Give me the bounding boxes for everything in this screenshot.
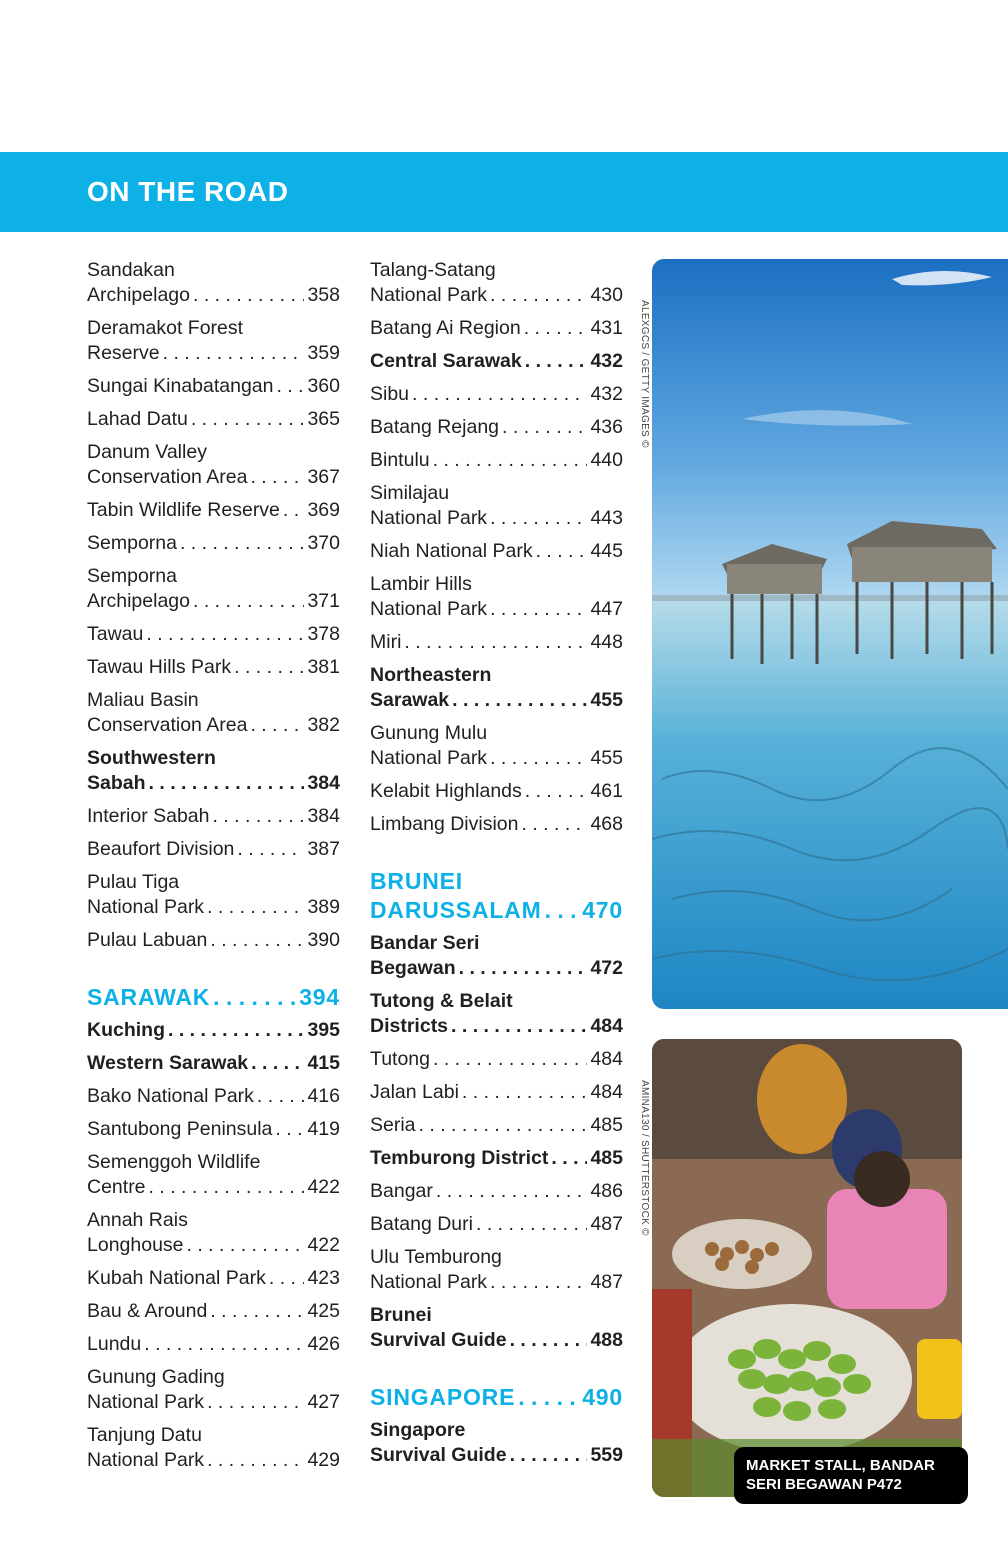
- toc-entry-label: Kuching: [87, 1019, 165, 1041]
- toc-entry[interactable]: [87, 1117, 340, 1142]
- toc-entry[interactable]: [370, 1418, 623, 1468]
- page-number: 431: [590, 317, 623, 339]
- toc-entry[interactable]: [87, 1150, 340, 1200]
- toc-entry-label: Lahad Datu: [87, 408, 188, 430]
- toc-entry-title-line: Bandar Seri: [370, 932, 480, 954]
- leader-dots: [149, 1175, 305, 1200]
- toc-entry-label: Bangar: [370, 1180, 433, 1202]
- page-number: 425: [307, 1300, 340, 1322]
- leader-dots: [419, 1113, 588, 1138]
- toc-entry[interactable]: [370, 448, 623, 473]
- leader-dots: [234, 655, 304, 680]
- toc-entry-label: Sungai Kinabatangan: [87, 375, 274, 397]
- leader-dots: [476, 1212, 587, 1237]
- page-number: 485: [590, 1147, 623, 1169]
- toc-group: [87, 1018, 340, 1473]
- page-number: 369: [307, 499, 340, 521]
- page-number: 358: [307, 284, 340, 306]
- toc-entry[interactable]: [370, 630, 623, 655]
- toc-entry-label: Batang Duri: [370, 1213, 473, 1235]
- photo-credit: ALEXGCS / GETTY IMAGES ©: [639, 300, 650, 448]
- toc-entry-label: Pulau Labuan: [87, 929, 208, 951]
- toc-entry-label: Bintulu: [370, 449, 430, 471]
- page-number: 486: [590, 1180, 623, 1202]
- toc-entry-title-line: Ulu Temburong: [370, 1246, 502, 1268]
- page-number: 416: [307, 1085, 340, 1107]
- page-number: 427: [307, 1391, 340, 1413]
- toc-entry-label: Tawau: [87, 623, 144, 645]
- leader-dots: [490, 1270, 587, 1295]
- toc-entry[interactable]: [370, 931, 623, 981]
- toc-entry-label: Limbang Division: [370, 813, 519, 835]
- toc-entry-title-line: Talang-Satang: [370, 259, 496, 281]
- toc-entry-title-line: Brunei: [370, 1304, 432, 1326]
- photo-credit: AMINA130 / SHUTTERSTOCK ©: [639, 1080, 650, 1236]
- toc-entry[interactable]: [370, 812, 623, 837]
- leader-dots: [187, 1233, 305, 1258]
- leader-dots: [490, 597, 587, 622]
- leader-dots: [412, 382, 587, 407]
- toc-entry[interactable]: [87, 688, 340, 738]
- toc-entry-label: Miri: [370, 631, 402, 653]
- leader-dots: [237, 837, 304, 862]
- leader-dots: [250, 713, 304, 738]
- toc-entry-label: Bako National Park: [87, 1085, 254, 1107]
- toc-entry-label: Kelabit Highlands: [370, 780, 522, 802]
- toc-entry-label: Semporna: [87, 532, 177, 554]
- toc-entry[interactable]: [370, 258, 623, 308]
- leader-dots: [436, 1179, 588, 1204]
- toc-entry-label: National Park: [370, 747, 488, 769]
- section-banner: [0, 152, 1008, 232]
- leader-dots: [144, 1332, 304, 1357]
- toc-column-2: [370, 258, 623, 1476]
- toc-entry[interactable]: [87, 1051, 340, 1076]
- page-number: 484: [590, 1015, 623, 1037]
- page-title: ON THE ROAD: [87, 176, 289, 207]
- leader-dots: [490, 283, 587, 308]
- page-number: 487: [590, 1213, 623, 1235]
- page-number: 360: [307, 375, 340, 397]
- page-number: 370: [307, 532, 340, 554]
- toc-group: [370, 258, 623, 837]
- page-number: 461: [590, 780, 623, 802]
- toc-entry-label: Niah National Park: [370, 540, 533, 562]
- toc-entry-title-line: Annah Rais: [87, 1209, 188, 1231]
- section-heading-brunei[interactable]: BRUNEI DARUSSALAM . . . 470: [370, 867, 623, 925]
- toc-entry-label: National Park: [370, 284, 488, 306]
- page-number: 389: [307, 896, 340, 918]
- toc-entry[interactable]: [87, 1208, 340, 1258]
- page-number: 419: [307, 1118, 340, 1140]
- toc-entry[interactable]: [87, 837, 340, 862]
- toc-entry[interactable]: [370, 481, 623, 531]
- market-stall-illustration: [652, 1039, 962, 1497]
- toc-entry-label: Centre: [87, 1176, 146, 1198]
- leader-dots: [207, 895, 304, 920]
- page-number: 384: [307, 805, 340, 827]
- toc-entry-title-line: Pulau Tiga: [87, 871, 180, 893]
- leader-dots: [525, 349, 588, 374]
- toc-entry[interactable]: [370, 1303, 623, 1353]
- page-number: 390: [307, 929, 340, 951]
- leader-dots: [510, 1443, 588, 1468]
- leader-dots: [250, 465, 304, 490]
- toc-entry-label: Central Sarawak: [370, 350, 522, 372]
- page-number: 426: [307, 1333, 340, 1355]
- toc-entry-label: Interior Sabah: [87, 805, 210, 827]
- toc-entry-label: Western Sarawak: [87, 1052, 249, 1074]
- page-number: 468: [590, 813, 623, 835]
- toc-entry[interactable]: [87, 746, 340, 796]
- toc-entry-title-line: Deramakot Forest: [87, 317, 244, 339]
- leader-dots: [149, 771, 305, 796]
- leader-dots: [251, 1051, 304, 1076]
- toc-entry[interactable]: [370, 572, 623, 622]
- leader-dots: [451, 1014, 587, 1039]
- leader-dots: [524, 316, 588, 341]
- toc-entry[interactable]: [87, 655, 340, 680]
- page-number: 559: [590, 1444, 623, 1466]
- toc-entry-label: Tawau Hills Park: [87, 656, 232, 678]
- leader-dots: [510, 1328, 588, 1353]
- toc-entry[interactable]: [87, 440, 340, 490]
- leader-dots: [522, 812, 588, 837]
- toc-entry-label: Tabin Wildlife Reserve: [87, 499, 280, 521]
- page-number: 378: [307, 623, 340, 645]
- toc-entry-title-line: Lambir Hills: [370, 573, 472, 595]
- market-stall-photo: [652, 1039, 962, 1497]
- toc-entry-title-line: Tutong & Belait: [370, 990, 513, 1012]
- toc-column-1: [87, 258, 340, 1481]
- leader-dots: [210, 928, 304, 953]
- photo-caption: MARKET STALL, BANDAR SERI BEGAWAN P472: [734, 1447, 968, 1504]
- page-number: 484: [590, 1048, 623, 1070]
- leader-dots: [551, 1146, 587, 1171]
- toc-entry-title-line: Gunung Gading: [87, 1366, 225, 1388]
- toc-entry-title-line: Southwestern: [87, 747, 216, 769]
- toc-entry[interactable]: [370, 779, 623, 804]
- toc-entry[interactable]: [370, 1146, 623, 1171]
- toc-entry-label: Lundu: [87, 1333, 142, 1355]
- leader-dots: [433, 1047, 587, 1072]
- page-number: 488: [590, 1329, 623, 1351]
- toc-entry[interactable]: [370, 1047, 623, 1072]
- toc-entry[interactable]: [370, 1245, 623, 1295]
- page-number: 443: [590, 507, 623, 529]
- page-number: 487: [590, 1271, 623, 1293]
- toc-entry[interactable]: [370, 663, 623, 713]
- toc-entry-label: Reserve: [87, 342, 160, 364]
- leader-dots: [404, 630, 587, 655]
- toc-entry[interactable]: [87, 1018, 340, 1043]
- toc-entry[interactable]: [370, 721, 623, 771]
- leader-dots: [180, 531, 304, 556]
- toc-entry-label: Santubong Peninsula: [87, 1118, 273, 1140]
- page-number: 371: [307, 590, 340, 612]
- toc-entry-title-line: Similajau: [370, 482, 450, 504]
- leader-dots: [207, 1448, 304, 1473]
- toc-entry[interactable]: [87, 622, 340, 647]
- leader-dots: [146, 622, 304, 647]
- leader-dots: [193, 283, 304, 308]
- page-number: 485: [590, 1114, 623, 1136]
- toc-entry-label: National Park: [370, 1271, 488, 1293]
- toc-entry[interactable]: [87, 804, 340, 829]
- leader-dots: [433, 448, 588, 473]
- toc-entry-label: National Park: [87, 1449, 205, 1471]
- page-number: 395: [307, 1019, 340, 1041]
- toc-entry-label: Batang Rejang: [370, 416, 500, 438]
- toc-entry[interactable]: [87, 564, 340, 614]
- toc-entry[interactable]: [370, 1179, 623, 1204]
- toc-entry-label: Survival Guide: [370, 1444, 507, 1466]
- page-number: 382: [307, 714, 340, 736]
- toc-entry-label: Sibu: [370, 383, 410, 405]
- toc-entry-label: Bau & Around: [87, 1300, 208, 1322]
- page-number: 472: [590, 957, 623, 979]
- toc-entry[interactable]: [87, 1299, 340, 1324]
- toc-entry-title-line: Singapore: [370, 1419, 466, 1441]
- section-heading-singapore[interactable]: SINGAPORE . . . 490: [370, 1383, 623, 1412]
- leader-dots: [275, 1117, 304, 1142]
- toc-entry-label: Begawan: [370, 957, 456, 979]
- leader-dots: [191, 407, 305, 432]
- toc-entry[interactable]: [370, 1113, 623, 1138]
- toc-entry-label: Conservation Area: [87, 714, 248, 736]
- toc-entry[interactable]: [87, 1266, 340, 1291]
- page-number: 455: [590, 747, 623, 769]
- toc-entry-label: Beaufort Division: [87, 838, 235, 860]
- leader-dots: [452, 688, 587, 713]
- toc-entry-title-line: Semenggoh Wildlife: [87, 1151, 261, 1173]
- leader-dots: [490, 506, 587, 531]
- toc-entry-label: Tutong: [370, 1048, 430, 1070]
- toc-entry[interactable]: [370, 989, 623, 1039]
- leader-dots: [168, 1018, 304, 1043]
- toc-entry-label: Districts: [370, 1015, 449, 1037]
- page-number: 422: [307, 1234, 340, 1256]
- leader-dots: [490, 746, 587, 771]
- toc-entry[interactable]: [87, 1365, 340, 1415]
- toc-entry[interactable]: [87, 1332, 340, 1357]
- toc-entry-label: Longhouse: [87, 1234, 184, 1256]
- page-number: 432: [590, 350, 623, 372]
- page-number: 384: [307, 772, 340, 794]
- leader-dots: [269, 1266, 305, 1291]
- toc-entry-label: Jalan Labi: [370, 1081, 459, 1103]
- page-number: 381: [307, 656, 340, 678]
- page-number: 367: [307, 466, 340, 488]
- page-number: 432: [590, 383, 623, 405]
- toc-entry[interactable]: [87, 870, 340, 920]
- toc-entry[interactable]: [87, 928, 340, 953]
- toc-entry-title-line: Sandakan: [87, 259, 175, 281]
- toc-entry[interactable]: [370, 415, 623, 440]
- toc-entry-label: National Park: [370, 598, 488, 620]
- leader-dots: [525, 779, 588, 804]
- toc-group: [370, 1418, 623, 1468]
- leader-dots: [163, 341, 305, 366]
- page-number: 430: [590, 284, 623, 306]
- toc-group: [370, 931, 623, 1353]
- toc-entry-label: Survival Guide: [370, 1329, 507, 1351]
- page-number: 359: [307, 342, 340, 364]
- toc-entry[interactable]: [370, 382, 623, 407]
- toc-entry-title-line: Northeastern: [370, 664, 492, 686]
- leader-dots: [462, 1080, 588, 1105]
- toc-entry-title-line: Danum Valley: [87, 441, 207, 463]
- toc-entry[interactable]: [370, 316, 623, 341]
- page-number: 448: [590, 631, 623, 653]
- toc-entry-label: National Park: [370, 507, 488, 529]
- page-number: 415: [307, 1052, 340, 1074]
- toc-entry-title-line: Maliau Basin: [87, 689, 199, 711]
- leader-dots: [283, 498, 305, 523]
- toc-entry[interactable]: [370, 1080, 623, 1105]
- leader-dots: [277, 374, 305, 399]
- toc-entry-label: Archipelago: [87, 284, 190, 306]
- toc-entry-label: Temburong District: [370, 1147, 549, 1169]
- leader-dots: [257, 1084, 305, 1109]
- toc-entry[interactable]: [370, 1212, 623, 1237]
- page-number: 440: [590, 449, 623, 471]
- toc-entry[interactable]: [87, 407, 340, 432]
- leader-dots: [502, 415, 587, 440]
- toc-entry[interactable]: [370, 539, 623, 564]
- toc-entry-label: Batang Ai Region: [370, 317, 521, 339]
- toc-entry[interactable]: [370, 349, 623, 374]
- page-number: 387: [307, 838, 340, 860]
- toc-entry[interactable]: [87, 316, 340, 366]
- toc-entry[interactable]: [87, 258, 340, 308]
- toc-entry-label: Sarawak: [370, 689, 450, 711]
- toc-entry[interactable]: [87, 531, 340, 556]
- toc-entry-label: Archipelago: [87, 590, 190, 612]
- page-number: 422: [307, 1176, 340, 1198]
- toc-entry[interactable]: [87, 374, 340, 399]
- leader-dots: [193, 589, 304, 614]
- toc-entry[interactable]: [87, 1423, 340, 1473]
- toc-entry[interactable]: [87, 498, 340, 523]
- toc-entry-label: Seria: [370, 1114, 416, 1136]
- section-heading-sarawak[interactable]: SARAWAK . . . 394: [87, 983, 340, 1012]
- toc-entry-title-line: Semporna: [87, 565, 177, 587]
- leader-dots: [459, 956, 588, 981]
- stilt-house-illustration: [652, 259, 1008, 1009]
- toc-entry-label: Conservation Area: [87, 466, 248, 488]
- toc-entry-title-line: Gunung Mulu: [370, 722, 488, 744]
- toc-entry-label: National Park: [87, 896, 205, 918]
- page-number: 484: [590, 1081, 623, 1103]
- leader-dots: [210, 1299, 304, 1324]
- toc-entry-label: Sabah: [87, 772, 146, 794]
- leader-dots: [536, 539, 588, 564]
- toc-entry-label: Kubah National Park: [87, 1267, 266, 1289]
- page-number: 455: [590, 689, 623, 711]
- toc-group: [87, 258, 340, 953]
- stilt-house-photo: [652, 259, 1008, 1009]
- page-number: 429: [307, 1449, 340, 1471]
- leader-dots: [213, 804, 305, 829]
- page-number: 445: [590, 540, 623, 562]
- page-number: 447: [590, 598, 623, 620]
- page-number: 436: [590, 416, 623, 438]
- toc-entry-label: National Park: [87, 1391, 205, 1413]
- toc-entry[interactable]: [87, 1084, 340, 1109]
- page-number: 365: [307, 408, 340, 430]
- page-number: 423: [307, 1267, 340, 1289]
- toc-entry-title-line: Tanjung Datu: [87, 1424, 202, 1446]
- leader-dots: [207, 1390, 304, 1415]
